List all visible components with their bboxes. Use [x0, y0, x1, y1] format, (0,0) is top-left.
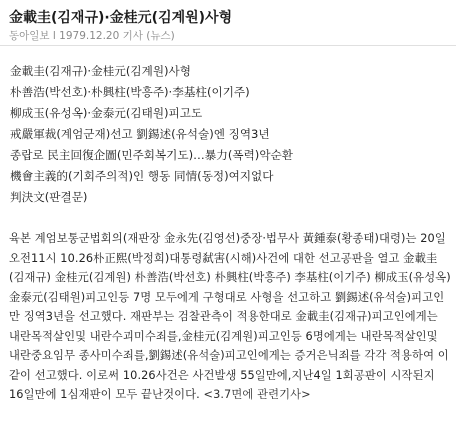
- summary-line: 戒嚴軍裁(계엄군재)선고 劉錫述(유석술)엔 징역3년: [10, 127, 270, 141]
- summary-line: 機會主義的(기회주의적)인 행동 同情(동정)여지없다: [10, 169, 274, 183]
- summary-line: 判決文(판결문): [10, 190, 88, 204]
- article-body: [9, 229, 451, 405]
- body-paragraph: 육본 계엄보통군법회의(재판장 金永先(김영선)중장·법무사 黃鍾泰(황종태)대령)는 20일 오전11시 10.26朴正熙(박정희)대통령弑害(시해)사건에 대한 선고공판을 열고 金載圭(김재규) 金桂元(김계원) 朴善浩(박선호) 朴興柱(박흥주) 李基柱(이기주) 柳成玉(유성옥) 金泰元(김태원)피고인등 7명 모두에게 구형대로 사형을 선고하고 劉錫述(유석술)피고인만 징역3년을 선고했다. 재판부는 검찰관측이 적용한대로 金載圭(김재규)피고인에게는 내란목적살인및 내란수괴미수죄를,金桂元(김계원)피고인등 6명에게는 내란목적살인및 내란중요임무 종사미수죄를,劉錫述(유석술)피고인에게는 증거은닉죄를 각각 적용하여 이같이 선고했다. 이로써 10.26사건은 사건발생 55일만에,지난4일 1회공판이 시작된지 16일만에 1심재판이 모두 끝난것이다.: [9, 232, 451, 401]
- article-title: 金載圭(김재규)·金桂元(김계원)사형: [9, 10, 233, 26]
- summary-line: 柳成玉(유성옥)·金泰元(김태원)피고도: [10, 106, 203, 120]
- divider: [0, 45, 456, 46]
- related-article-link[interactable]: <3.7면에 관련기사>: [203, 388, 311, 401]
- summary-line: 종랍로 民主回復企圖(민주회복기도)…暴力(폭력)악순환: [10, 148, 293, 162]
- article-meta: 동아일보 l 1979.12.20 기사 (뉴스): [9, 30, 175, 42]
- summary-line: 朴善浩(박선호)·朴興柱(박흥주)·李基柱(이기주): [10, 85, 250, 99]
- summary-line: 金載圭(김재규)·金桂元(김계원)사형: [10, 64, 191, 78]
- summary-lines: [10, 61, 293, 208]
